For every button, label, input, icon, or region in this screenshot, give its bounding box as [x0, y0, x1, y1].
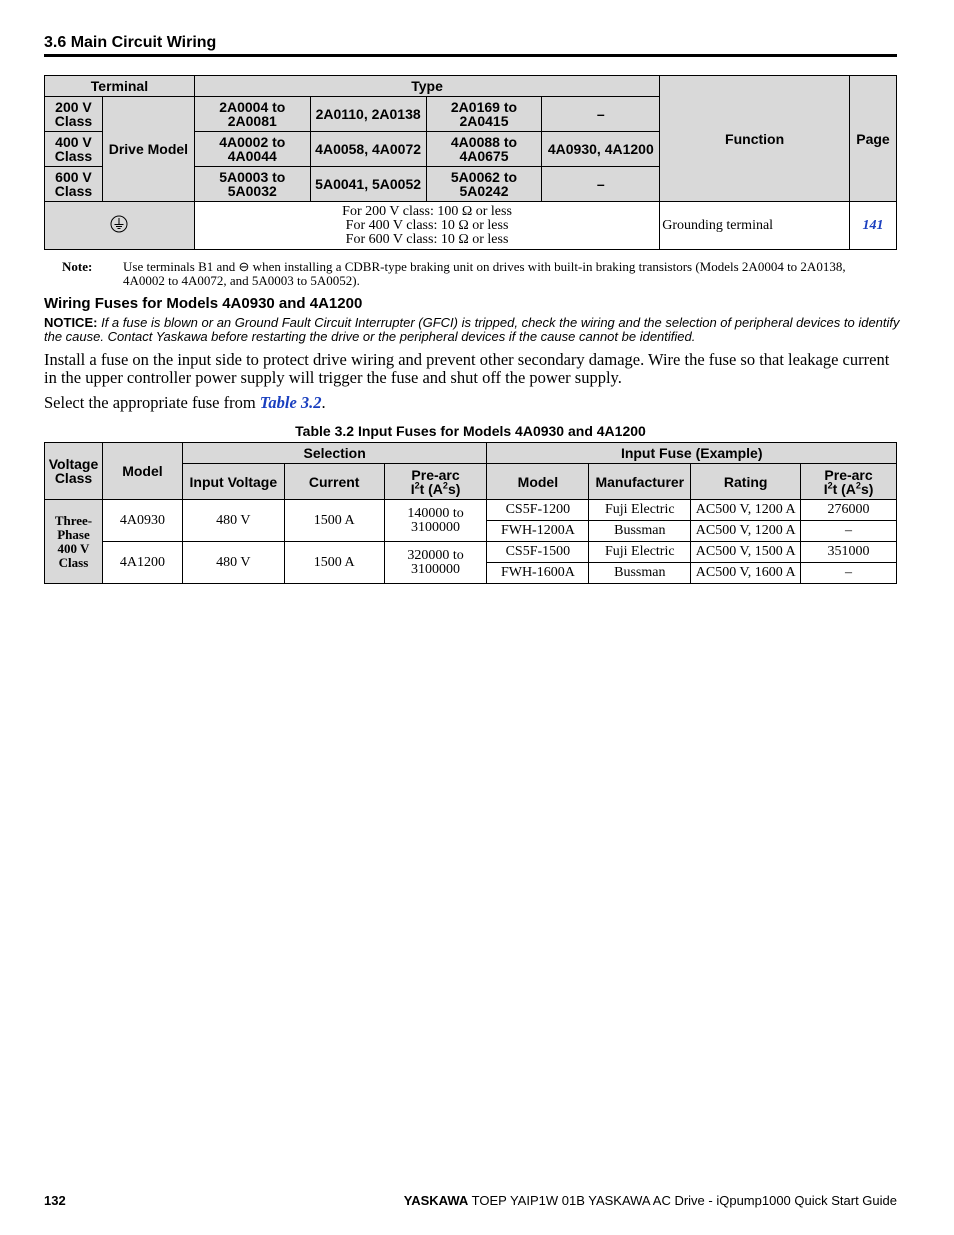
ground-resistance: For 200 V class: 100 Ω or less For 400 V class: 10 Ω or less For 600 V class: 10 Ω or less [194, 202, 659, 250]
header-rule [44, 54, 897, 57]
type-cell: 4A0930, 4A1200 [542, 132, 660, 167]
model-4a1200: 4A1200 [102, 542, 182, 584]
hdr-manufacturer: Manufacturer [589, 464, 691, 500]
prearc-range: 140000 to 3100000 [384, 500, 487, 542]
hdr-model: Model [102, 443, 182, 500]
type-cell: – [542, 167, 660, 202]
hdr-prearc-selection: Pre-arc $I^2t$ $(A^2s)$ [384, 464, 487, 500]
input-fuse-table [44, 442, 897, 584]
table-caption: Table 3.2 Input Fuses for Models 4A0930 and 4A1200 [295, 423, 646, 439]
fuse-manufacturer: Fuji Electric [589, 500, 691, 521]
footer-doc-info: YASKAWA TOEP YAIP1W 01B YASKAWA AC Drive - iQpump1000 Quick Start Guide [403, 1193, 897, 1208]
class-600v: 600 V Class [45, 167, 103, 202]
hdr-input-voltage: Input Voltage [182, 464, 284, 500]
fuse-model: FWH-1200A [487, 521, 589, 542]
type-cell: 4A0058, 4A0072 [310, 132, 426, 167]
hdr-terminal: Terminal [45, 76, 195, 97]
subheading: Wiring Fuses for Models 4A0930 and 4A1200 [44, 295, 363, 312]
fuse-rating: AC500 V, 1200 A [691, 521, 801, 542]
type-cell: 5A0041, 5A0052 [310, 167, 426, 202]
fuse-prearc: – [801, 563, 897, 584]
type-cell: 2A0110, 2A0138 [310, 97, 426, 132]
ground-icon [110, 215, 128, 233]
footer-brand: YASKAWA [403, 1193, 469, 1208]
class-400v: 400 V Class [45, 132, 103, 167]
note-label: Note: [62, 259, 93, 274]
fuse-manufacturer: Bussman [589, 521, 691, 542]
terminal-table [44, 75, 897, 250]
drive-model-label: Drive Model [102, 97, 194, 202]
ground-function: Grounding terminal [660, 202, 850, 250]
notice-label: NOTICE: [44, 315, 98, 330]
paragraph-select-fuse: Select the appropriate fuse from Table 3.2. [44, 393, 326, 412]
page-number: 132 [44, 1193, 66, 1208]
fuse-prearc: 351000 [801, 542, 897, 563]
note-text: Use terminals B1 and ⊖ when installing a CDBR-type braking unit on drives with built-in braking transistors (Models 2A0004 to 2A0138, 4A0002 to 4A0072, and 5A0003 to 5A0052). [123, 259, 846, 288]
fuse-rating: AC500 V, 1200 A [691, 500, 801, 521]
ground-terminal-cell [45, 202, 195, 250]
fuse-rating: AC500 V, 1600 A [691, 563, 801, 584]
fuse-prearc: – [801, 521, 897, 542]
hdr-function: Function [660, 76, 850, 202]
type-cell: – [542, 97, 660, 132]
hdr-voltage-class: Voltage Class [45, 443, 103, 500]
fuse-rating: AC500 V, 1500 A [691, 542, 801, 563]
hdr-rating: Rating [691, 464, 801, 500]
fuse-prearc: 276000 [801, 500, 897, 521]
model-4a0930: 4A0930 [102, 500, 182, 542]
input-voltage: 480 V [182, 542, 284, 584]
type-cell: 2A0004 to 2A0081 [194, 97, 310, 132]
fuse-manufacturer: Bussman [589, 563, 691, 584]
hdr-selection: Selection [182, 443, 487, 464]
class-200v: 200 V Class [45, 97, 103, 132]
notice-text: If a fuse is blown or an Ground Fault Circuit Interrupter (GFCI) is tripped, check the wiring and the selection of peripheral devices to identify the cause. Contact Yaskawa before restarting the drive or the peripheral devices if the cause cannot be identified. [44, 315, 900, 344]
type-cell: 5A0003 to 5A0032 [194, 167, 310, 202]
type-cell: 4A0002 to 4A0044 [194, 132, 310, 167]
notice [44, 316, 900, 344]
hdr-fuse-model: Model [487, 464, 589, 500]
hdr-page: Page [849, 76, 896, 202]
current: 1500 A [284, 542, 384, 584]
fuse-model: CS5F-1200 [487, 500, 589, 521]
input-voltage: 480 V [182, 500, 284, 542]
fuse-model: FWH-1600A [487, 563, 589, 584]
type-cell: 4A0088 to 4A0675 [426, 132, 542, 167]
hdr-prearc-fuse: Pre-arc $I^2t$ $(A^2s)$ [801, 464, 897, 500]
current: 1500 A [284, 500, 384, 542]
hdr-type: Type [194, 76, 659, 97]
fuse-model: CS5F-1500 [487, 542, 589, 563]
voltage-class-cell: Three- Phase 400 V Class [45, 500, 103, 584]
type-cell: 2A0169 to 2A0415 [426, 97, 542, 132]
ground-page-link[interactable]: 141 [849, 202, 896, 250]
hdr-input-fuse: Input Fuse (Example) [487, 443, 897, 464]
table-3-2-link[interactable]: Table 3.2 [259, 393, 322, 412]
paragraph-install-fuse: Install a fuse on the input side to protect drive wiring and prevent other secondary damage. Wire the fuse so that leakage current in the upper controller power supply will trigger the fuse and shut off the power supply. [44, 350, 890, 387]
prearc-range: 320000 to 3100000 [384, 542, 487, 584]
hdr-current: Current [284, 464, 384, 500]
type-cell: 5A0062 to 5A0242 [426, 167, 542, 202]
fuse-manufacturer: Fuji Electric [589, 542, 691, 563]
section-title: 3.6 Main Circuit Wiring [44, 34, 217, 51]
